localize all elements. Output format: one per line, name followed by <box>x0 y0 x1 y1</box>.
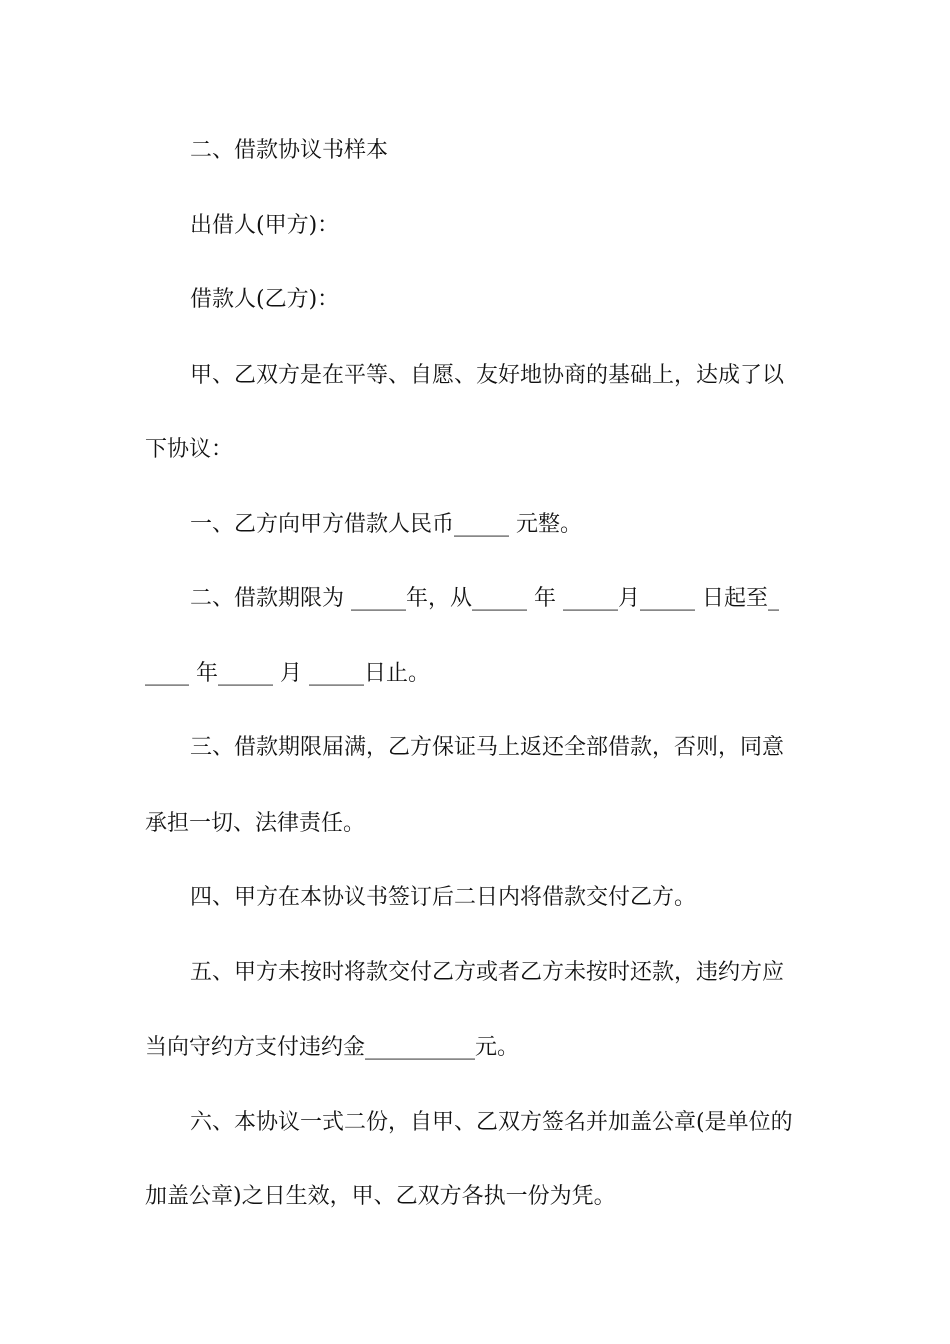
intro-paragraph-line-1: 甲、乙双方是在平等、自愿、友好地协商的基础上，达成了以 <box>190 363 785 388</box>
clause-6-line-1: 六、本协议一式二份，自甲、乙双方签名并加盖公章(是单位的 <box>190 1110 793 1135</box>
lender-line: 出借人(甲方)： <box>190 213 340 238</box>
clause-3-line-1: 三、借款期限届满，乙方保证马上返还全部借款，否则，同意 <box>190 735 785 760</box>
clause-5-line-1: 五、甲方未按时将款交付乙方或者乙方未按时还款，违约方应 <box>190 960 785 985</box>
clause-6-line-2: 加盖公章)之日生效，甲、乙双方各执一份为凭。 <box>145 1184 616 1209</box>
intro-paragraph-line-2: 下协议： <box>145 437 234 462</box>
clause-5-line-2: 当向守约方支付违约金__________元。 <box>145 1035 520 1060</box>
clause-3-line-2: 承担一切、法律责任。 <box>145 811 366 836</box>
section-heading: 二、借款协议书样本 <box>190 138 389 163</box>
borrower-line: 借款人(乙方)： <box>190 287 340 312</box>
clause-4-line: 四、甲方在本协议书签订后二日内将借款交付乙方。 <box>190 885 697 910</box>
clause-2-line-1: 二、借款期限为 _____年，从_____ 年 _____月_____ 日起至_ <box>190 586 779 611</box>
clause-2-line-2: ____ 年_____ 月 _____日止。 <box>145 661 430 686</box>
clause-1-line: 一、乙方向甲方借款人民币_____ 元整。 <box>190 512 582 537</box>
